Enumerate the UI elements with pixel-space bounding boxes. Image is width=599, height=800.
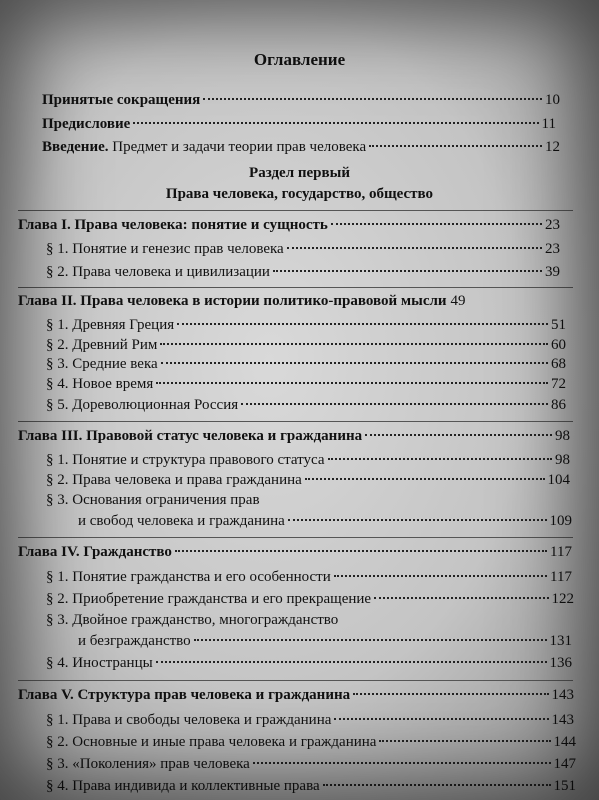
section-5-2 bbox=[46, 731, 576, 753]
part-heading: Раздел первый bbox=[249, 165, 350, 181]
section-4-1 bbox=[46, 566, 572, 588]
chapter-5 bbox=[18, 684, 574, 706]
section-page: 117 bbox=[550, 569, 572, 585]
divider bbox=[18, 421, 573, 422]
chapter-page: 23 bbox=[545, 217, 560, 233]
section-page: 23 bbox=[545, 241, 560, 257]
toc-entry-page: 10 bbox=[545, 92, 560, 108]
section-page: 109 bbox=[549, 513, 572, 529]
toc-entry-label: Принятые сокращения bbox=[42, 92, 201, 108]
section-3-2 bbox=[46, 469, 570, 491]
section-page: 143 bbox=[551, 712, 574, 728]
section-page: 68 bbox=[551, 356, 566, 372]
part-title: Права человека, государство, общество bbox=[165, 186, 434, 202]
leader-dots bbox=[288, 519, 547, 521]
chapter-title: Глава III. Правовой статус человека и гражданина bbox=[18, 428, 363, 444]
section-2-3 bbox=[46, 353, 566, 375]
toc-entry-page: 11 bbox=[541, 116, 556, 132]
leader-dots bbox=[177, 323, 548, 325]
chapter-title: Глава I. Права человека: понятие и сущность bbox=[18, 217, 328, 233]
section-page: 147 bbox=[553, 756, 576, 772]
section-page: 151 bbox=[553, 778, 576, 794]
chapter-2 bbox=[18, 290, 563, 312]
section-label-cont: и свобод человека и гражданина bbox=[78, 513, 285, 529]
leader-dots bbox=[160, 343, 548, 345]
toc-entry-abbreviations bbox=[42, 89, 560, 111]
section-label: § 4. Права индивида и коллективные права bbox=[46, 778, 320, 794]
leader-dots bbox=[379, 740, 550, 742]
leader-dots bbox=[273, 270, 542, 272]
section-page: 86 bbox=[551, 397, 566, 413]
section-label: § 4. Новое время bbox=[46, 376, 154, 392]
leader-dots bbox=[133, 122, 538, 124]
chapter-1 bbox=[18, 214, 560, 236]
leader-dots bbox=[161, 362, 548, 364]
section-2-4 bbox=[46, 373, 566, 395]
chapter-page: 117 bbox=[550, 544, 572, 560]
section-5-1 bbox=[46, 709, 574, 731]
section-label: § 5. Дореволюционная Россия bbox=[46, 397, 239, 413]
leader-dots bbox=[353, 693, 548, 695]
toc-entry-page: 12 bbox=[545, 139, 560, 155]
section-page: 104 bbox=[547, 472, 570, 488]
chapter-title: Глава V. Структура прав человека и гражданина bbox=[18, 687, 351, 703]
section-2-5 bbox=[46, 394, 566, 416]
section-1-2 bbox=[46, 261, 560, 283]
leader-dots bbox=[175, 550, 547, 552]
section-label: § 2. Права человека и права гражданина bbox=[46, 472, 302, 488]
section-label: § 2. Основные и иные права человека и гражданина bbox=[46, 734, 377, 750]
toc-entry-label bbox=[42, 136, 366, 158]
toc-title: Оглавление bbox=[253, 50, 346, 69]
section-page: 51 bbox=[551, 317, 566, 333]
toc-entry-introduction bbox=[42, 136, 560, 158]
leader-dots bbox=[305, 478, 545, 480]
section-label: § 2. Права человека и цивилизации bbox=[46, 264, 270, 280]
toc-entry-preface bbox=[42, 113, 556, 135]
section-4-2 bbox=[46, 588, 574, 610]
section-label: § 2. Приобретение гражданства и его прекращение bbox=[46, 591, 372, 607]
section-page: 72 bbox=[551, 376, 566, 392]
chapter-page: 143 bbox=[551, 687, 574, 703]
toc-entry-label: Предисловие bbox=[42, 116, 131, 132]
section-3-3 bbox=[78, 510, 572, 532]
chapter-title: Глава IV. Гражданство bbox=[18, 544, 172, 560]
leader-dots bbox=[334, 718, 548, 720]
section-5-3 bbox=[46, 753, 576, 775]
section-page: 131 bbox=[549, 633, 572, 649]
chapter-page: 49 bbox=[450, 293, 466, 309]
section-page: 98 bbox=[555, 452, 570, 468]
section-label: § 1. Понятие и структура правового статуса bbox=[46, 452, 325, 468]
leader-dots bbox=[334, 575, 547, 577]
intro-bold-label: Введение. bbox=[42, 139, 109, 155]
section-label: § 3. Средние века bbox=[46, 356, 158, 372]
leader-dots bbox=[323, 784, 551, 786]
section-1-1 bbox=[46, 238, 560, 260]
section-label: § 4. Иностранцы bbox=[46, 655, 153, 671]
leader-dots bbox=[331, 223, 542, 225]
section-page: 144 bbox=[553, 734, 576, 750]
leader-dots bbox=[156, 382, 548, 384]
leader-dots bbox=[369, 145, 542, 147]
section-4-3-label: § 3. Двойное гражданство, многогражданство bbox=[46, 612, 339, 628]
section-page: 39 bbox=[545, 264, 560, 280]
section-page: 60 bbox=[551, 337, 566, 353]
section-3-3-label: § 3. Основания ограничения прав bbox=[46, 492, 260, 508]
section-label-cont: и безгражданство bbox=[78, 633, 191, 649]
divider bbox=[18, 537, 573, 538]
leader-dots bbox=[365, 434, 552, 436]
section-label: § 1. Древняя Греция bbox=[46, 317, 175, 333]
divider bbox=[18, 680, 573, 681]
chapter-page: 98 bbox=[555, 428, 570, 444]
section-4-4 bbox=[46, 652, 572, 674]
section-label: § 3. «Поколения» прав человека bbox=[46, 756, 250, 772]
leader-dots bbox=[374, 597, 548, 599]
section-page: 136 bbox=[549, 655, 572, 671]
chapter-3 bbox=[18, 425, 570, 447]
section-label: § 1. Понятие гражданства и его особенности bbox=[46, 569, 331, 585]
intro-label: Предмет и задачи теории прав человека bbox=[108, 139, 367, 155]
leader-dots bbox=[156, 661, 547, 663]
leader-dots bbox=[287, 247, 542, 249]
section-label: § 1. Права и свободы человека и гражданина bbox=[46, 712, 332, 728]
chapter-title: Глава II. Права человека в истории политико-правовой мысли bbox=[18, 293, 447, 309]
section-page: 122 bbox=[551, 591, 574, 607]
section-label: § 2. Древний Рим bbox=[46, 337, 158, 353]
section-4-3 bbox=[78, 630, 572, 652]
leader-dots bbox=[253, 762, 551, 764]
section-5-4 bbox=[46, 775, 576, 797]
divider bbox=[18, 287, 573, 288]
divider bbox=[18, 210, 573, 211]
leader-dots bbox=[328, 458, 552, 460]
chapter-4 bbox=[18, 541, 572, 563]
leader-dots bbox=[194, 639, 547, 641]
section-2-1 bbox=[46, 314, 566, 336]
section-label: § 1. Понятие и генезис прав человека bbox=[46, 241, 284, 257]
leader-dots bbox=[241, 403, 548, 405]
leader-dots bbox=[203, 98, 542, 100]
section-3-1 bbox=[46, 449, 570, 471]
